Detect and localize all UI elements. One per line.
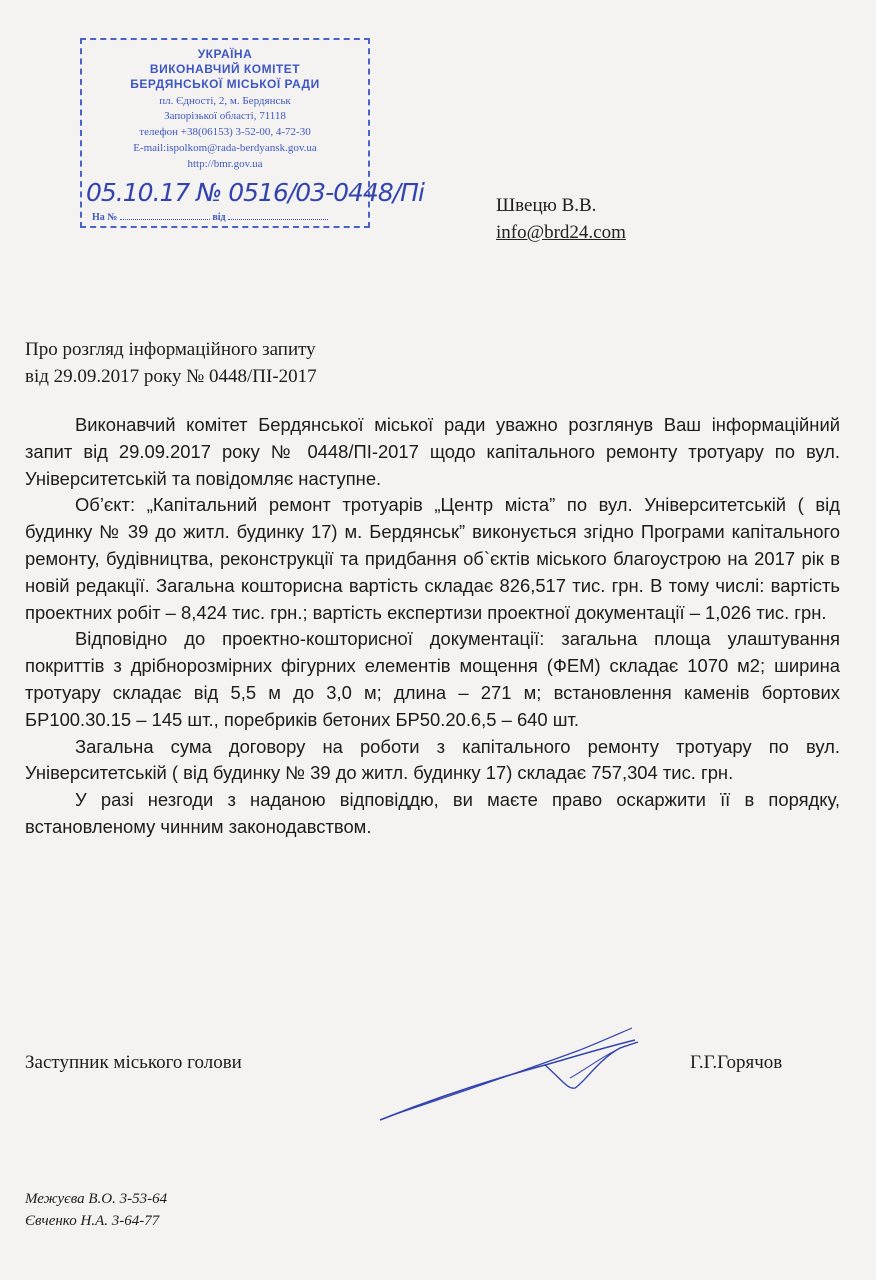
subject-line-2: від 29.09.2017 року № 0448/ПІ-2017	[25, 366, 317, 387]
subject-line-1: Про розгляд інформаційного запиту	[25, 339, 316, 360]
body-paragraph-3: Відповідно до проектно-кошторисної документації: загальна площа улаштування покриттів з дрібнорозмірних фігурних елементів мощення (ФЕМ) складає 1070 м2; ширина тротуару складає від 5,5 м до 3,0 м; длина – 271 м; встановлення каменів бортових БР100.30.15 – 145 шт., поребриків бетоних БР50.20.6,5 – 640 шт.	[25, 628, 840, 730]
stamp-website: http://bmr.gov.ua	[187, 158, 263, 170]
handwritten-signature	[370, 1020, 650, 1130]
registration-stamp	[80, 38, 424, 228]
contacts-block	[25, 1188, 167, 1232]
stamp-vid-label: від	[212, 212, 226, 223]
stamp-phone: телефон +38(06153) 3-52-00, 4-72-30	[139, 126, 311, 138]
stamp-org: ВИКОНАВЧИЙ КОМІТЕТ	[149, 62, 301, 76]
addressee-block	[496, 192, 626, 246]
signatory-name: Г.Г.Горячов	[690, 1052, 783, 1073]
stamp-address: пл. Єдності, 2, м. Бердянськ	[159, 95, 291, 107]
addressee-name: Швецю В.В.	[496, 195, 597, 216]
stamp-council: БЕРДЯНСЬКОЇ МІСЬКОЇ РАДИ	[130, 77, 320, 91]
body-paragraph-2: Об’єкт: „Капітальний ремонт тротуарів „Центр міста” по вул. Університетській ( від будинку № 39 до житл. будинку 17) м. Бердянськ” виконується згідно Програми капітального ремонту, будівництва, реконструкції та придбання об`єктів міського благоустрою на 2017 рік в новій редакції. Загальна кошторисна вартість складає 826,517 тис. грн. В тому числі: вартість проектних робіт – 8,424 тис. грн.; вартість експертизи проектної документації – 1,026 тис. грн.	[25, 494, 840, 623]
signatory-position: Заступник міського голови	[25, 1052, 242, 1073]
stamp-reference-line	[92, 212, 328, 223]
contact-1: Межуєва В.О. 3-53-64	[25, 1191, 168, 1207]
stamp-na-label: На №	[92, 212, 118, 223]
stamp-email: E-mail:ispolkom@rada-berdyansk.gov.ua	[133, 142, 317, 154]
body-paragraph-1: Виконавчий комітет Бердянської міської ради уважно розглянув Ваш інформаційний запит від 29.09.2017 року № 0448/ПІ-2017 щодо капітального ремонту тротуару по вул. Університетській та повідомляє наступне.	[25, 414, 840, 489]
letter-body	[25, 412, 840, 841]
contact-2: Євченко Н.А. 3-64-77	[25, 1213, 160, 1229]
addressee-email[interactable]: info@brd24.com	[496, 222, 626, 243]
subject-block	[25, 336, 317, 390]
stamp-region: Запорізької області, 71118	[164, 110, 286, 122]
body-paragraph-4: Загальна сума договору на роботи з капітального ремонту тротуару по вул. Університетській ( від будинку № 39 до житл. будинку 17) складає 757,304 тис. грн.	[25, 735, 840, 784]
stamp-handwritten-number: 05.10.17 № 0516/03-0448/Пі	[86, 178, 424, 207]
body-paragraph-5: У разі незгоди з наданою відповіддю, ви маєте право оскаржити її в порядку, встановленому чинним законодавством.	[25, 789, 840, 837]
stamp-country: УКРАЇНА	[197, 47, 253, 61]
